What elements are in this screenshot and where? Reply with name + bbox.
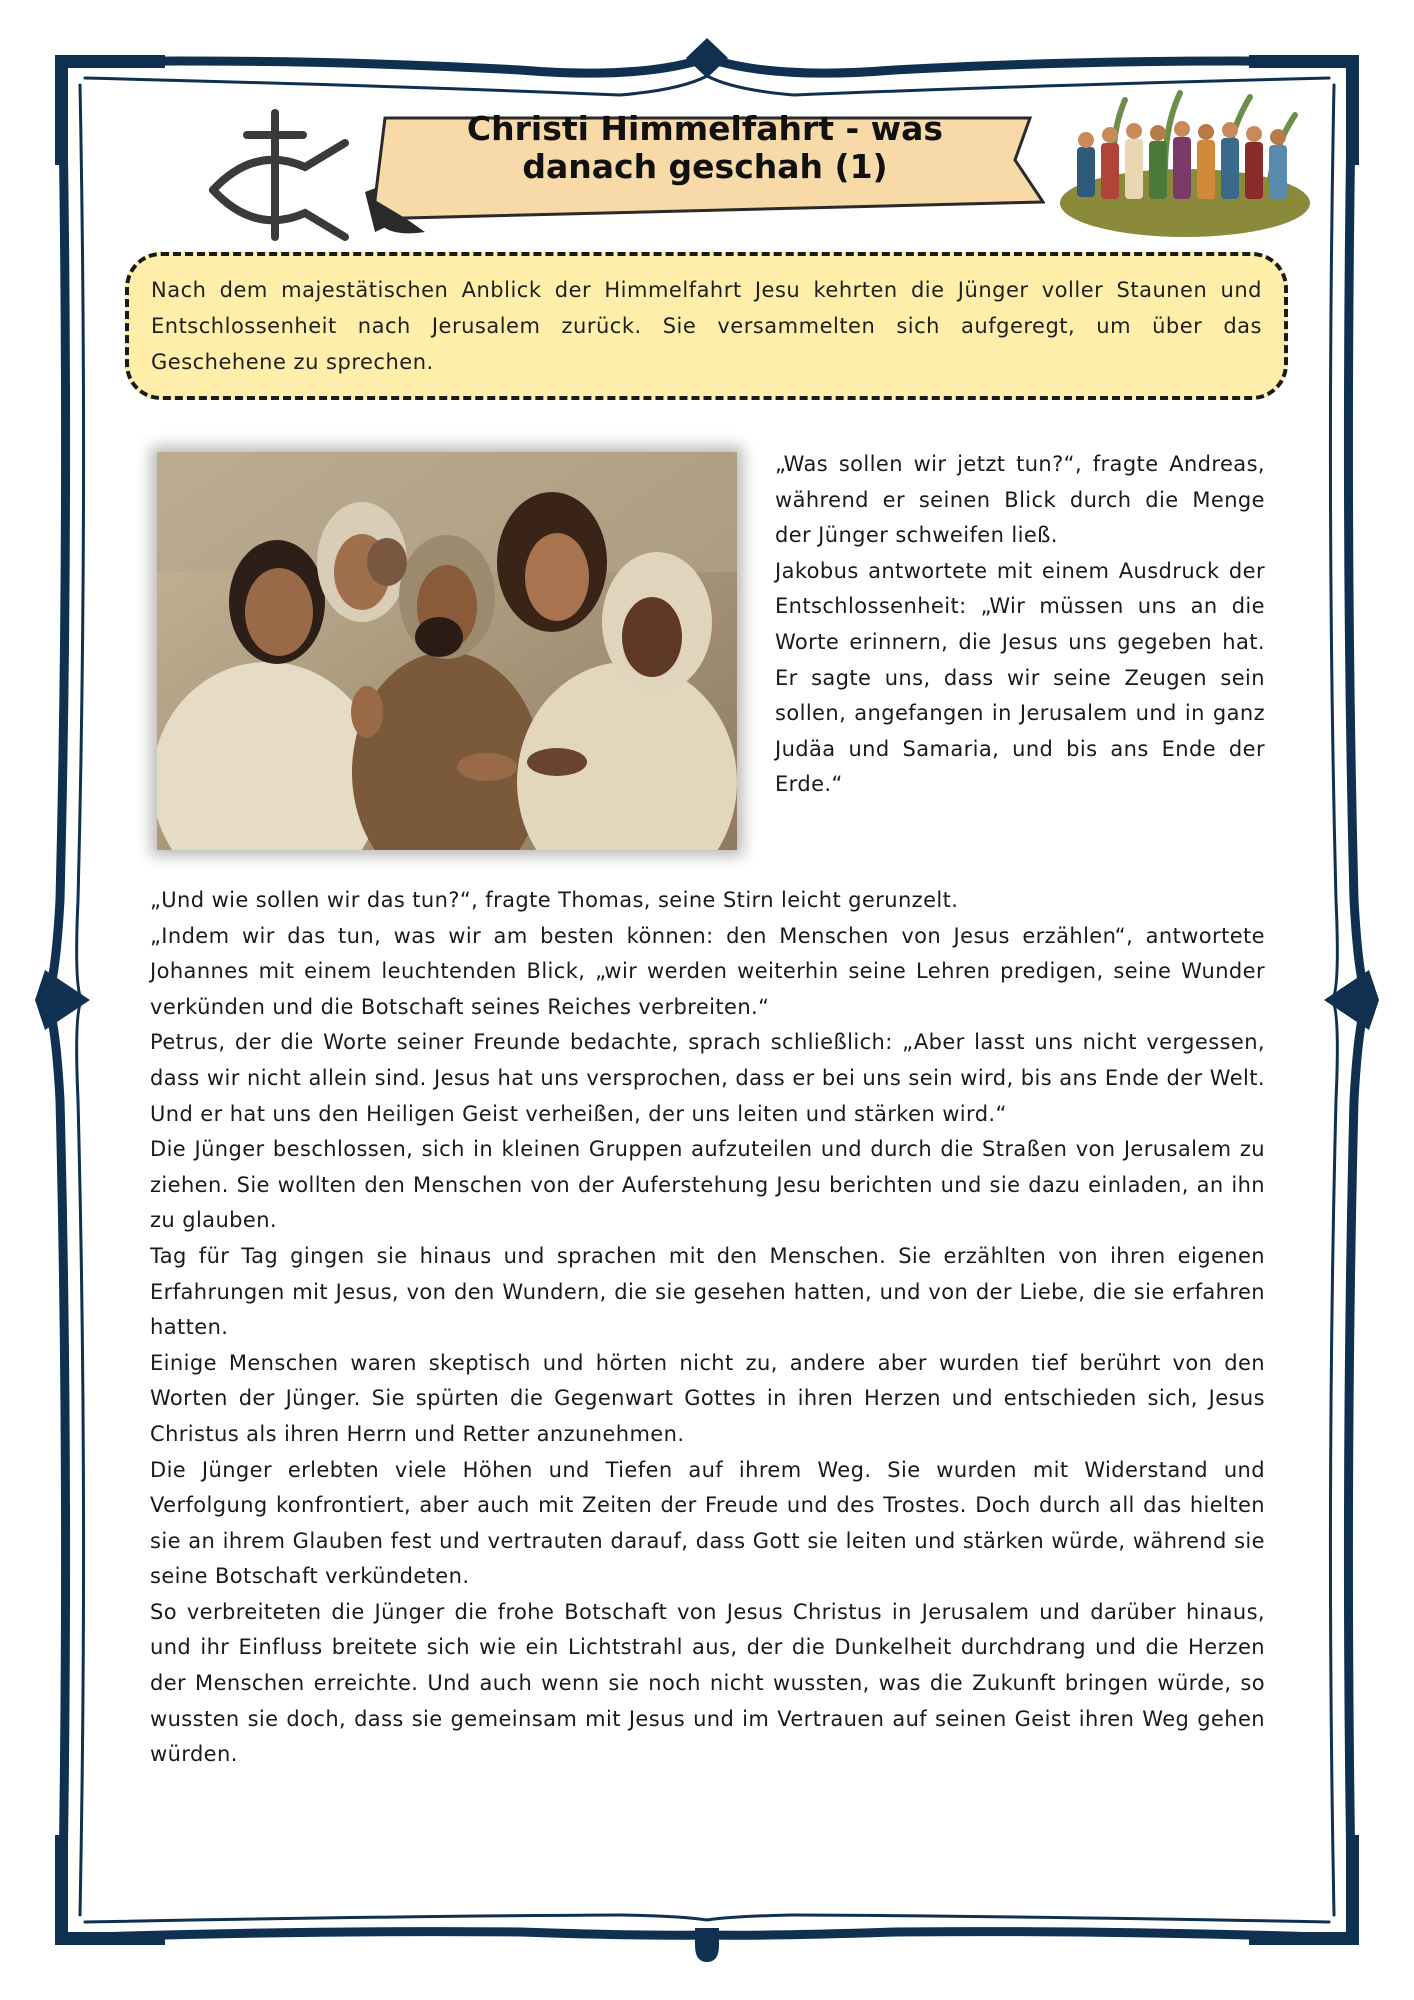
ichthys-cross-icon xyxy=(205,105,365,245)
paragraph: Petrus, der die Worte seiner Freunde bedachte, sprach schließlich: „Aber lasst uns nicht vergessen, dass wir nicht allein sind. Jesus hat uns versprochen, dass er bei uns sein wird, bis ans Ende der Welt. Und er hat uns den Heiligen Geist verheißen, der uns leiten und stärken wird.“ xyxy=(150,1030,1265,1126)
paragraph: „Und wie sollen wir das tun?“, fragte Thomas, seine Stirn leicht gerunzelt. xyxy=(150,888,959,912)
intro-box xyxy=(125,252,1288,400)
disciples-group-illustration xyxy=(1055,85,1315,240)
paragraph: So verbreiteten die Jünger die frohe Botschaft von Jesus Christus in Jerusalem und darüber hinaus, und ihr Einfluss breitete sich wie ein Lichtstrahl aus, der die Dunkelheit durchdrang und die Herzen der Menschen erreichte. Und auch wenn sie noch nicht wussten, was die Zukunft bringen würde, so wussten sie doch, dass sie gemeinsam mit Jesus und im Vertrauen auf seinen Geist ihren Weg gehen würden. xyxy=(150,1599,1265,1767)
disciples-discussion-photo xyxy=(157,452,737,850)
right-column-text xyxy=(775,447,1265,803)
paragraph: Die Jünger beschlossen, sich in kleinen Gruppen aufzuteilen und durch die Straßen von Jerusalem zu ziehen. Sie wollten den Menschen von der Auferstehung Jesu berichten und sie dazu einladen, an ihn zu glauben. xyxy=(150,1137,1265,1233)
paragraph: Die Jünger erlebten viele Höhen und Tiefen auf ihrem Weg. Sie wurden mit Widerstand und Verfolgung konfrontiert, aber auch mit Zeiten der Freude und des Trostes. Doch durch all das hielten sie an ihrem Glauben fest und vertrauten darauf, dass Gott sie leiten und stärken würde, während sie seine Botschaft verkündeten. xyxy=(150,1457,1265,1589)
paragraph: Jakobus antwortete mit einem Ausdruck der Entschlossenheit: „Wir müssen uns an die Worte erinnern, die Jesus uns gegeben hat. Er sagte uns, dass wir seine Zeugen sein sollen, angefangen in Jerusalem und in ganz Judäa und Samaria, und bis ans Ende der Erde.“ xyxy=(775,558,1265,797)
intro-text: Nach dem majestätischen Anblick der Himmelfahrt Jesu kehrten die Jünger voller Staunen und Entschlossenheit nach Jerusalem zurück. Sie versammelten sich aufgeregt, um über das Geschehene zu sprechen. xyxy=(151,278,1262,374)
paragraph: Tag für Tag gingen sie hinaus und sprachen mit den Menschen. Sie erzählten von ihren eigenen Erfahrungen mit Jesus, von den Wundern, die sie gesehen hatten, und von der Liebe, die sie erfahren hatten. xyxy=(150,1243,1265,1340)
paragraph: „Indem wir das tun, was wir am besten können: den Menschen von Jesus erzählen“, antwortete Johannes mit einem leuchtenden Blick, „wir werden weiterhin seine Lehren predigen, seine Wunder verkünden und die Botschaft seines Reiches verbreiten.“ xyxy=(150,923,1265,1019)
paragraph: „Was sollen wir jetzt tun?“, fragte Andreas, während er seinen Blick durch die Menge der Jünger schweifen ließ. xyxy=(775,452,1265,548)
page-title: Christi Himmelfahrt - was danach geschah (1) xyxy=(466,109,944,186)
story-body-text xyxy=(150,883,1265,1773)
paragraph: Einige Menschen waren skeptisch und hörten nicht zu, andere aber wurden tief berührt von den Worten der Jünger. Sie spürten die Gegenwart Gottes in ihren Herzen und entschieden sich, Jesus Christus als ihren Herrn und Retter anzunehmen. xyxy=(150,1350,1265,1446)
